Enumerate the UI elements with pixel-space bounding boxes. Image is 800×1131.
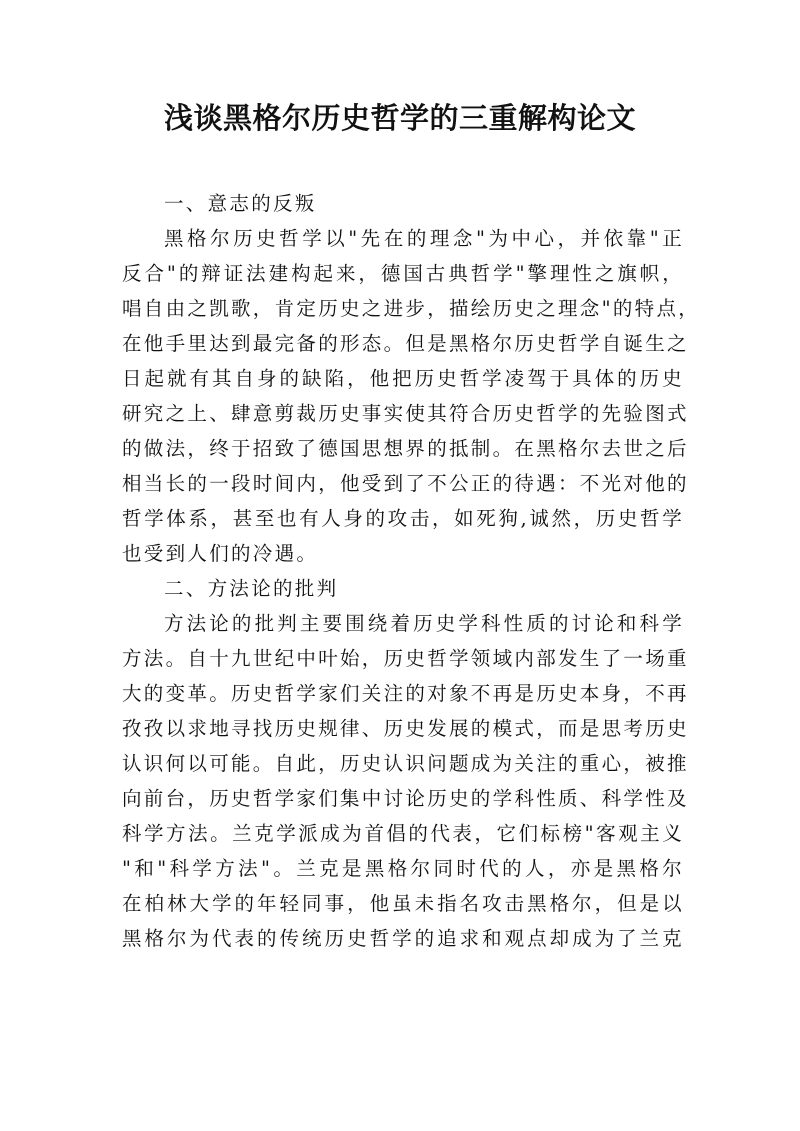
paragraph-line: 方法。自十九世纪中叶始，历史哲学领域内部发生了一场重 xyxy=(122,647,689,670)
paragraph-line: 的做法，终于招致了德国思想界的抵制。在黑格尔去世之后 xyxy=(122,437,689,460)
document-body xyxy=(122,186,701,956)
paragraph-line: 在柏林大学的年轻同事，他虽未指名攻击黑格尔，但是以 xyxy=(122,892,684,915)
paragraph-line: 黑格尔历史哲学以"先在的理念"为中心，并依靠"正 xyxy=(164,227,684,250)
paragraph-line: 在他手里达到最完备的形态。但是黑格尔历史哲学自诞生之 xyxy=(122,332,689,355)
paragraph-line: 大的变革。历史哲学家们关注的对象不再是历史本身，不再 xyxy=(122,682,689,705)
paragraph-line: 孜孜以求地寻找历史规律、历史发展的模式，而是思考历史 xyxy=(122,717,689,740)
document-title: 浅谈黑格尔历史哲学的三重解构论文 xyxy=(163,101,636,135)
paragraph-line: 黑格尔为代表的传统历史哲学的追求和观点却成为了兰克 xyxy=(122,927,684,950)
paragraph-line: 日起就有其自身的缺陷，他把历史哲学凌驾于具体的历史 xyxy=(122,367,684,390)
paragraph-line: 方法论的批判主要围绕着历史学科性质的讨论和科学 xyxy=(164,612,684,635)
paragraph-line: 认识何以可能。自此，历史认识问题成为关注的重心，被推 xyxy=(122,752,689,775)
section-heading-1: 一、意志的反叛 xyxy=(164,192,317,215)
paragraph-line: "和"科学方法"。兰克是黑格尔同时代的人，亦是黑格尔 xyxy=(122,857,684,880)
paragraph-line: 向前台，历史哲学家们集中讨论历史的学科性质、科学性及 xyxy=(122,787,689,810)
paragraph-line: 也受到人们的冷遇。 xyxy=(122,542,319,565)
paragraph-line: 研究之上、肆意剪裁历史事实使其符合历史哲学的先验图式 xyxy=(122,402,689,425)
section-heading-2: 二、方法论的批判 xyxy=(164,577,339,600)
paragraph-line: 反合"的辩证法建构起来，德国古典哲学"擎理性之旗帜， xyxy=(122,262,684,285)
paragraph-line: 相当长的一段时间内，他受到了不公正的待遇：不光对他的 xyxy=(122,472,689,495)
paragraph-line: 科学方法。兰克学派成为首倡的代表，它们标榜"客观主义 xyxy=(122,822,684,845)
paragraph-line: 哲学体系，甚至也有人身的攻击，如死狗,诚然，历史哲学 xyxy=(122,507,684,530)
paragraph-line: 唱自由之凯歌，肯定历史之进步，描绘历史之理念"的特点， xyxy=(122,297,701,320)
